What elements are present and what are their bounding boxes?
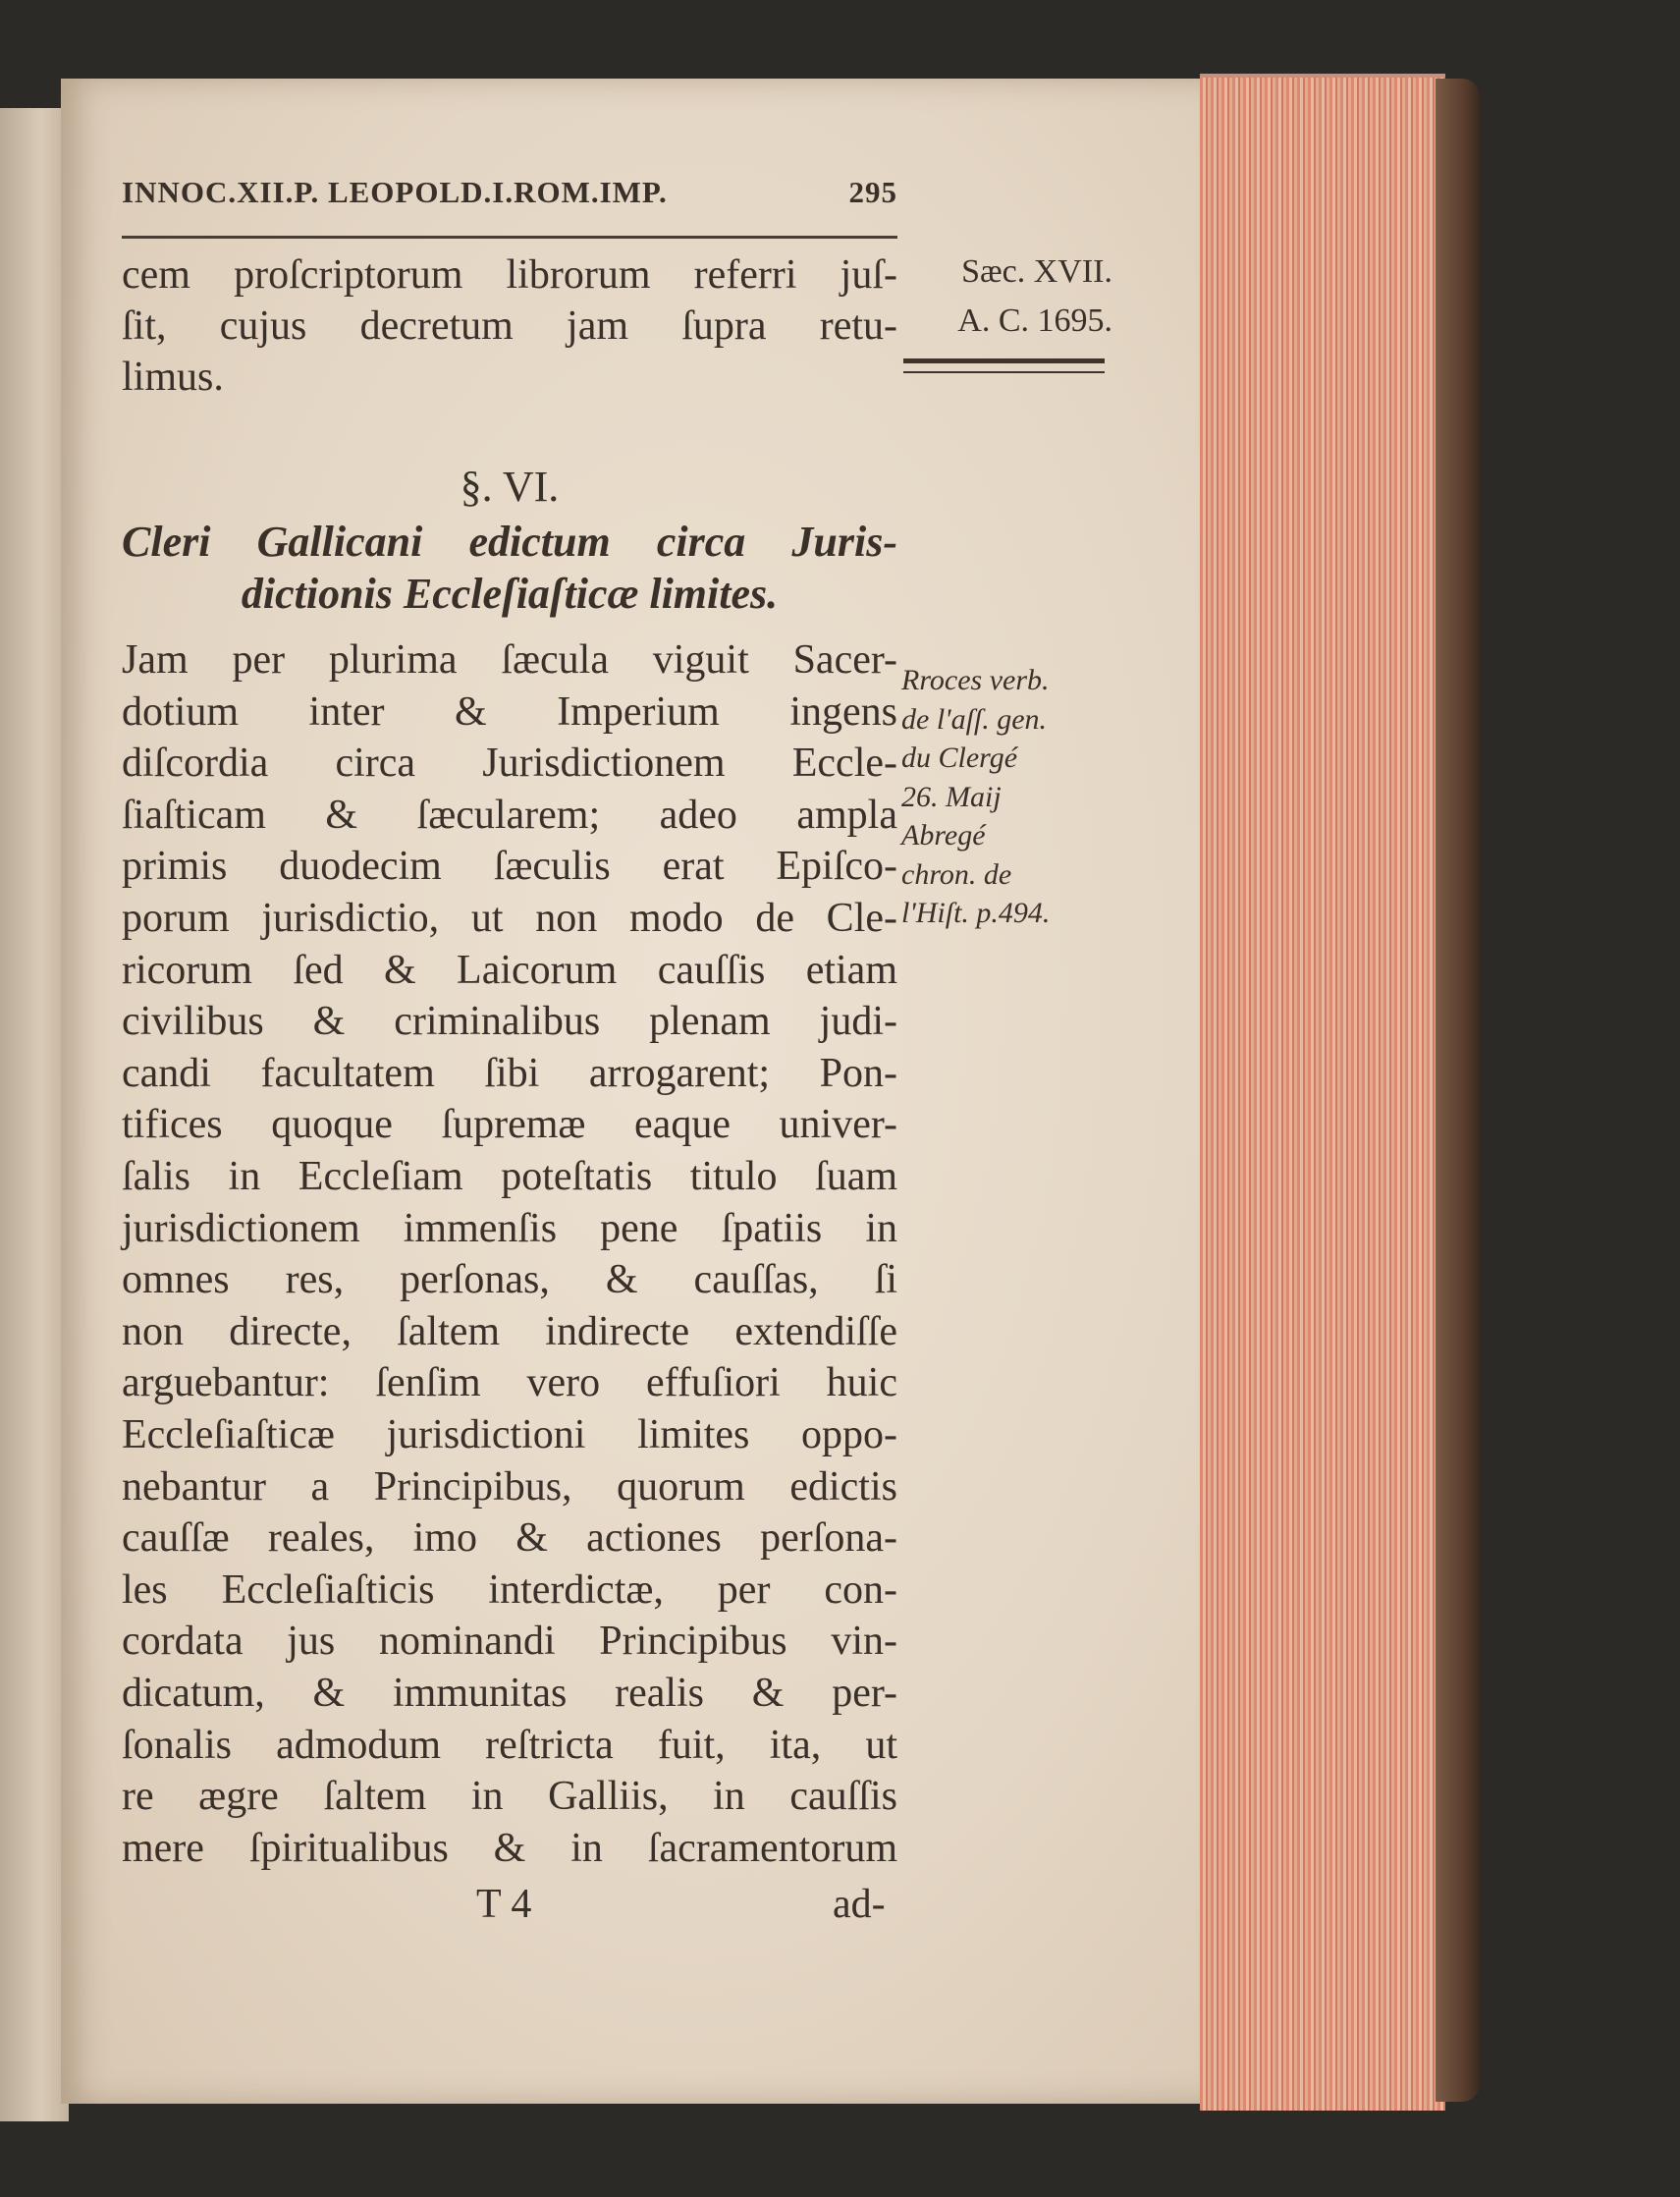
body-line: ſalis in Eccleſiam poteſtatis titulo ſuam	[122, 1154, 897, 1199]
body-line: ricorum ſed & Laicorum cauſſis etiam	[122, 947, 897, 993]
margin-century: Sæc. XVII.	[961, 253, 1112, 290]
body-line: cauſſæ reales, imo & actiones perſona-	[122, 1515, 897, 1562]
margin-note-line: Rroces verb.	[901, 664, 1050, 696]
body-line: arguebantur: ſenſim vero effuſiori huic	[122, 1360, 897, 1406]
body-line: porum jurisdictio, ut non modo de Cle-	[122, 896, 897, 941]
intro-line: cem proſcriptorum librorum referri juſ-	[122, 252, 897, 298]
catchword: ad-	[833, 1882, 886, 1927]
page-number: 295	[848, 175, 897, 209]
body-line: non directe, ſaltem indirecte extendiſſe	[122, 1308, 897, 1354]
body-line: candi facultatem ſibi arrogarent; Pon-	[122, 1050, 897, 1096]
body-line: tifices quoque ſupremæ eaque univer-	[122, 1102, 897, 1148]
margin-year: A. C. 1695.	[957, 302, 1112, 339]
body-line: cordata jus nominandi Principibus vin-	[122, 1619, 897, 1665]
body-line: civilibus & criminalibus plenam judi-	[122, 999, 897, 1045]
body-line: mere ſpiritualibus & in ſacramentorum	[122, 1825, 897, 1871]
section-title-line: dictionis Eccleſiaſticæ limites.	[241, 570, 779, 618]
previous-page-edge	[0, 108, 69, 2121]
section-number: §. VI.	[460, 463, 560, 511]
signature-mark: T 4	[476, 1882, 532, 1927]
margin-rule	[903, 371, 1105, 373]
body-line: diſcordia circa Jurisdictionem Eccle-	[122, 741, 897, 787]
body-line: Eccleſiaſticæ jurisdictioni limites oppo-	[122, 1412, 897, 1457]
body-line: primis duodecim ſæculis erat Epiſco-	[122, 844, 897, 890]
body-line: ſonalis admodum reſtricta fuit, ita, ut	[122, 1722, 897, 1768]
body-line: Jam per plurima ſæcula viguit Sacer-	[122, 637, 897, 683]
margin-note-line: de l'aſſ. gen.	[901, 702, 1048, 736]
running-title: INNOC.XII.P. LEOPOLD.I.ROM.IMP.	[122, 175, 668, 209]
body-line: dicatum, & immunitas realis & per-	[122, 1671, 897, 1716]
body-line: nebantur a Principibus, quorum edictis	[122, 1463, 897, 1510]
header-rule	[122, 236, 897, 239]
book-cover	[1436, 79, 1480, 2102]
section-title-line: Cleri Gallicani edictum circa Juris-	[122, 518, 897, 566]
body-line: re ægre ſaltem in Galliis, in cauſſis	[122, 1774, 897, 1820]
margin-rule	[903, 358, 1105, 363]
body-line: les Eccleſiaſticis interdictæ, per con-	[122, 1566, 897, 1613]
body-line: ſiaſticam & ſæcularem; adeo ampla	[122, 792, 897, 838]
running-header	[122, 175, 897, 210]
margin-note-line: 26. Maij	[901, 780, 1002, 813]
body-line: dotium inter & Imperium ingens	[122, 688, 897, 735]
body-line: jurisdictionem immenſis pene ſpatiis in	[122, 1205, 897, 1251]
margin-note-line: du Clergé	[901, 741, 1018, 774]
margin-note-line: l'Hiſt. p.494.	[901, 897, 1051, 929]
margin-note-line: chron. de	[901, 857, 1012, 891]
body-line: omnes res, perſonas, & cauſſas, ſi	[122, 1257, 897, 1303]
page-block-edges	[1200, 74, 1445, 2111]
margin-note-line: Abregé	[901, 819, 986, 851]
intro-line: ſit, cujus decretum jam ſupra retu-	[122, 303, 897, 349]
intro-line: limus.	[122, 355, 224, 400]
